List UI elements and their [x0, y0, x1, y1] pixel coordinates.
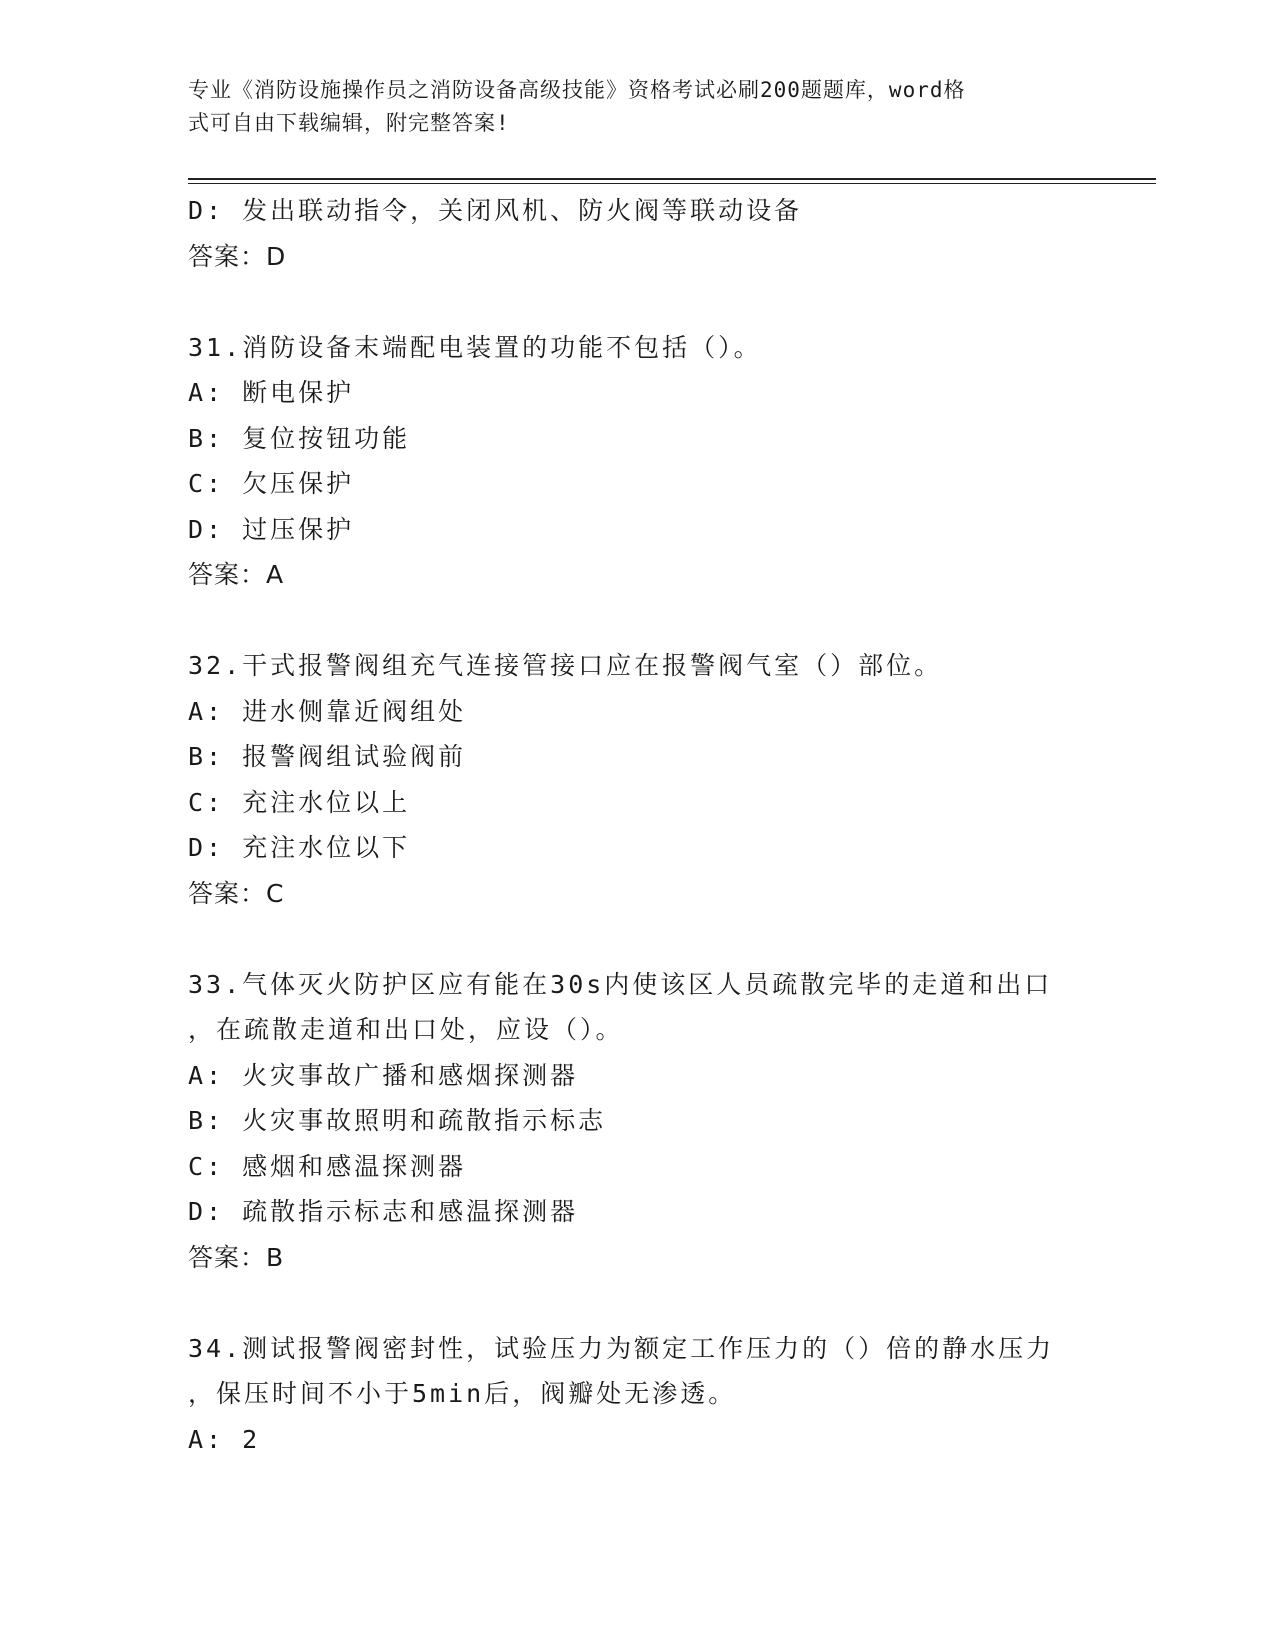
header-divider-thick: [188, 178, 1156, 180]
answer-line: 答案：A: [188, 560, 285, 589]
option-a: A: 火灾事故广播和感烟探测器: [188, 1060, 579, 1090]
option-b: B: 火灾事故照明和疏散指示标志: [188, 1106, 607, 1135]
option-d: D: 充注水位以下: [188, 833, 411, 862]
option-b: B: 报警阀组试验阀前: [188, 742, 467, 771]
question-34: [188, 1326, 1088, 1463]
question-stem: 32.干式报警阀组充气连接管接口应在报警阀气室（）部位。: [188, 651, 943, 680]
option-a: A: 2: [188, 1424, 261, 1454]
option-d: D: 疏散指示标志和感温探测器: [188, 1197, 579, 1226]
spacer: [188, 916, 1088, 962]
header-line-2: 式可自由下载编辑，附完整答案!: [188, 111, 510, 135]
option-c: C: 充注水位以上: [188, 787, 411, 817]
option-c: C: 欠压保护: [188, 469, 355, 498]
question-stem: 34.测试报警阀密封性，试验压力为额定工作压力的（）倍的静水压力: [188, 1333, 1055, 1363]
option-d: D: 发出联动指令，关闭风机、防火阀等联动设备: [188, 196, 803, 225]
question-32: [188, 643, 1088, 916]
spacer: [188, 1280, 1088, 1326]
header-line-1: 专业《消防设施操作员之消防设备高级技能》资格考试必刷200题题库，word格: [188, 78, 966, 102]
spacer: [188, 279, 1088, 325]
question-stem: 31.消防设备末端配电装置的功能不包括（）。: [188, 332, 762, 362]
spacer: [188, 598, 1088, 644]
option-a: A: 进水侧靠近阀组处: [188, 696, 467, 726]
question-stem: 33.气体灭火防护区应有能在30s内使该区人员疏散完毕的走道和出口: [188, 969, 1053, 999]
answer-line: 答案：D: [188, 241, 287, 271]
question-list: [188, 188, 1088, 1462]
question-31: [188, 325, 1088, 598]
question-stem-continued: ，保压时间不小于5min后，阀瓣处无渗透。: [188, 1379, 737, 1408]
question-stem-continued: ，在疏散走道和出口处，应设（）。: [188, 1015, 624, 1044]
option-d: D: 过压保护: [188, 514, 355, 544]
question-33: [188, 962, 1088, 1281]
header-divider-thin: [188, 183, 1156, 184]
answer-line: 答案：C: [188, 878, 285, 908]
option-b: B: 复位按钮功能: [188, 423, 411, 453]
option-a: A: 断电保护: [188, 378, 355, 407]
page-header: [188, 74, 1068, 140]
option-c: C: 感烟和感温探测器: [188, 1151, 467, 1181]
answer-line: 答案：B: [188, 1242, 285, 1272]
